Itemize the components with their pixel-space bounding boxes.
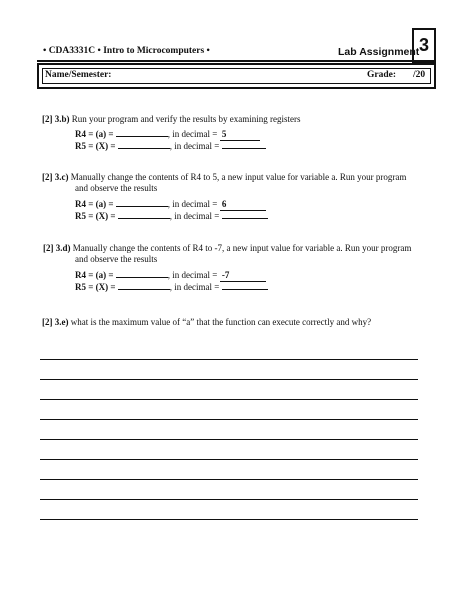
r5-hex-blank[interactable] xyxy=(118,139,170,149)
grade-max: /20 xyxy=(413,70,426,80)
header-rule xyxy=(37,60,436,62)
writing-line[interactable] xyxy=(40,459,418,460)
r4-decimal-value: 6 xyxy=(221,199,227,209)
r4-label: R4 = (a) = xyxy=(75,129,114,139)
question-text: what is the maximum value of “a” that the function can execute correctly and why? xyxy=(70,317,372,327)
r5-decimal-label: , in decimal = xyxy=(169,282,220,292)
r4-decimal-label: , in decimal = xyxy=(167,199,218,209)
question-3b xyxy=(42,114,300,125)
question-3c-line2: and observe the results xyxy=(75,183,158,193)
r4-hex-blank[interactable] xyxy=(116,127,168,137)
r4-label: R4 = (a) = xyxy=(75,270,114,280)
r4-hex-blank[interactable] xyxy=(116,197,168,207)
r5-decimal-blank[interactable] xyxy=(222,139,266,149)
r4-hex-blank[interactable] xyxy=(116,268,168,278)
answer-r5 xyxy=(75,209,268,222)
r4-decimal-value: 5 xyxy=(221,129,227,139)
r5-decimal-label: , in decimal = xyxy=(169,141,220,151)
question-3d-line2: and observe the results xyxy=(75,254,158,264)
r5-decimal-blank[interactable] xyxy=(222,280,268,290)
r4-decimal-label: , in decimal = xyxy=(167,270,218,280)
r5-label: R5 = (X) = xyxy=(75,211,116,221)
course-title: • CDA3331C • Intro to Microcomputers • xyxy=(43,46,210,56)
question-3d xyxy=(43,243,411,254)
question-number: [2] 3.c) xyxy=(42,172,69,182)
r5-hex-blank[interactable] xyxy=(118,280,170,290)
r4-decimal-label: , in decimal = xyxy=(167,129,218,139)
writing-line[interactable] xyxy=(40,499,418,500)
writing-line[interactable] xyxy=(40,519,418,520)
writing-line[interactable] xyxy=(40,419,418,420)
question-number: [2] 3.e) xyxy=(42,317,69,327)
writing-line[interactable] xyxy=(40,359,418,360)
answer-r5 xyxy=(75,280,268,293)
r4-label: R4 = (a) = xyxy=(75,199,114,209)
question-text: Manually change the contents of R4 to 5, a new input value for variable a. Run your program xyxy=(70,172,407,182)
answer-r5 xyxy=(75,139,266,152)
writing-line[interactable] xyxy=(40,379,418,380)
grade-label: Grade: xyxy=(367,70,397,80)
r5-label: R5 = (X) = xyxy=(75,282,116,292)
writing-line[interactable] xyxy=(40,479,418,480)
assignment-number: 3 xyxy=(412,28,436,63)
question-text: Run your program and verify the results by examining registers xyxy=(71,114,301,124)
r4-decimal-value: -7 xyxy=(221,270,230,280)
writing-line[interactable] xyxy=(40,439,418,440)
writing-line[interactable] xyxy=(40,399,418,400)
r5-label: R5 = (X) = xyxy=(75,141,116,151)
r5-hex-blank[interactable] xyxy=(118,209,170,219)
question-number: [2] 3.d) xyxy=(43,243,71,253)
question-number: [2] 3.b) xyxy=(42,114,70,124)
question-3c xyxy=(42,172,406,183)
question-text: Manually change the contents of R4 to -7, a new input value for variable a. Run your program xyxy=(72,243,412,253)
r5-decimal-label: , in decimal = xyxy=(169,211,220,221)
question-3e xyxy=(42,317,371,328)
name-semester-label: Name/Semester: xyxy=(45,70,112,80)
assignment-title: Lab Assignment xyxy=(338,46,420,58)
r5-decimal-blank[interactable] xyxy=(222,209,268,219)
